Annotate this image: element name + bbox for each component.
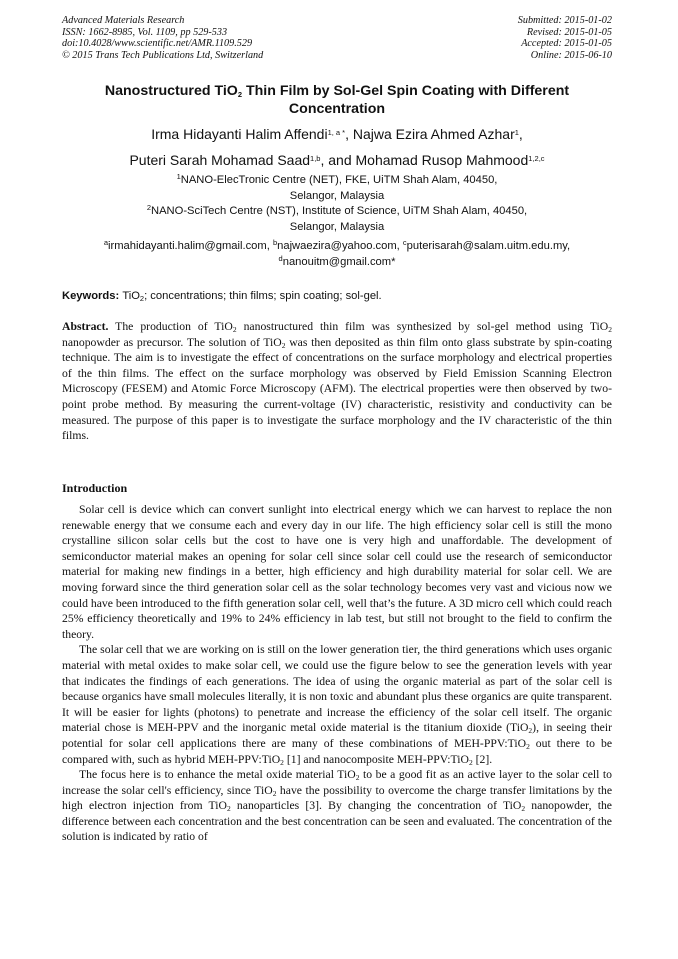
affiliation-text: NANO-ElecTronic Centre (NET), FKE, UiTM Shah Alam, 40450, — [180, 174, 498, 186]
abstract-subscript: 2 — [232, 325, 237, 334]
affiliation-2 — [62, 204, 612, 220]
journal-name: Advanced Materials Research — [62, 15, 185, 26]
author-name: Irma Hidayanti Halim Affendi — [151, 126, 328, 142]
section-heading-introduction: Introduction — [62, 481, 128, 495]
email-mark: c — [402, 238, 407, 247]
paragraph-text: to be a good fit as an active layer to the solar cell to increase the solar cell's efficiency, since TiO — [62, 768, 612, 797]
email-mark: b — [272, 238, 278, 247]
abstract-text: was then deposited as thin film onto glass substrate by spin-coating technique. The aim is to investigate the effect of concentrations on the surface morphology and electrical properties of the thin films. The effect on the surface morphology was observed by Field Emission Scanning Electron Microscopy (FESEM) and Atomic Force Microscopy (AFM). The electrical properties were then observed by two-point probe method. By measuring the current-voltage (IV) characteristic, resistivity and conductivity can be measured. The purpose of this paper is to investigate the surface morphology and the IV characteristic of the thin films. — [62, 335, 612, 443]
paragraph-subscript: 2 — [280, 757, 284, 767]
paragraph — [62, 767, 612, 845]
abstract-text: nanopowder as precursor. The solution of TiO — [62, 335, 282, 349]
journal-info — [62, 15, 263, 61]
affiliations — [62, 173, 612, 235]
journal-copyright: © 2015 Trans Tech Publications Ltd, Switzerland — [62, 49, 264, 61]
title-text-rest: Thin Film by Sol-Gel Spin Coating with Different Concentration — [242, 83, 570, 117]
paragraph-subscript: 2 — [528, 726, 533, 736]
author-separator: , and — [320, 152, 356, 168]
paper-title — [62, 82, 612, 118]
journal-doi: doi:10.4028/www.scientific.net/AMR.1109.529 — [62, 38, 253, 50]
author-affiliation-mark: 1,2,c — [528, 154, 545, 163]
keywords-text: TiO — [122, 290, 140, 302]
email-mark: d — [278, 253, 283, 263]
author-affiliation-mark: 1,b — [310, 154, 321, 163]
title-subscript: 2 — [237, 90, 243, 99]
affiliation-2-location: Selangor, Malaysia — [289, 220, 385, 233]
paragraph-text: nanopowder, the difference between each concentration and the best concentration can be seen and evaluated. The concentration of the solution is indicated by ratio of — [62, 799, 612, 844]
affiliation-text: NANO-SciTech Centre (NST), Institute of Science, UiTM Shah Alam, 40450, — [151, 205, 528, 218]
paragraph-subscript: 2 — [526, 741, 530, 751]
affiliation-mark: 1 — [176, 172, 181, 181]
keywords-subscript: 2 — [139, 294, 145, 303]
paragraph-text: [2]. — [472, 752, 493, 766]
email-link[interactable]: nanouitm@gmail.com* — [282, 255, 396, 268]
author-separator: , — [345, 126, 353, 142]
email-link[interactable]: puterisarah@salam.uitm.edu.my, — [406, 240, 571, 252]
keywords-label: Keywords: — [62, 290, 123, 302]
paragraph-subscript: 2 — [521, 804, 526, 814]
introduction-body — [62, 502, 612, 845]
paragraph-text: out there to be compared with, such as hybrid MEH-PPV:TiO — [62, 736, 613, 766]
paragraph-text: The solar cell that we are working on is still on the lower generation tier, the third generations which uses organic material with metal oxides to make solar cell, we could use the figure below to see the generation levels with year that indicates the findings of each generations. The idea of using the organic material as part of the solar cell is because organics have small molecules literally, it is non toxic and abundant plus these organics are quite transparent. It will be easier for lights (photons) to penetrate and increase the efficiency of the solar cell itself. The organic material chose is MEH-PPV and the inorganic metal oxide material is the titanium dioxide (TiO — [62, 643, 612, 735]
abstract-label: Abstract. — [62, 320, 109, 333]
author-separator: , — [518, 126, 523, 142]
paragraph-subscript: 2 — [272, 788, 277, 798]
submission-dates — [518, 15, 612, 61]
paragraph-text: [1] and nanocomposite MEH-PPV:TiO — [283, 752, 469, 766]
author-affiliation-mark: 1, a * — [327, 128, 346, 137]
keywords — [62, 289, 612, 304]
submitted-date: Submitted: 2015-01-02 — [517, 15, 612, 26]
abstract-text: nanostructured thin film was synthesized by sol-gel method using TiO — [236, 320, 609, 333]
paragraph — [62, 642, 612, 767]
affiliation-1 — [62, 173, 612, 189]
email-link[interactable]: irmahidayanti.halim@gmail.com, — [108, 240, 273, 252]
paragraph-subscript: 2 — [468, 757, 473, 767]
title-text: Nanostructured TiO — [104, 83, 238, 99]
author-name: Mohamad Rusop Mahmood — [355, 152, 529, 168]
abstract — [62, 319, 612, 444]
paragraph-text: ), in seeing their potential for solar cell applications there are many of these combinations of MEH-PPV:TiO — [62, 721, 612, 750]
paragraph: Solar cell is device which can convert sunlight into electrical energy which we can harvest to replace the non renewable energy that we consume each and every day in our life. The high efficiency solar cell is still the mono crystalline silicon solar cells but the cost to have one is very high and unaffordable. The development of semiconductor material makes an opening for solar cell since solar cell could use the research of semiconductor material for making new findings in a better, high efficiency and high durability material for solar cell. We are moving forward since the third generation solar cell as the solar technology becomes very vast and vicious now we could have been introduced to the fifth generation solar cell, well that’s the future. A 3D micro cell which could reach 25% efficiency theoretically and 19% to 24% efficiency in lab test, but still not brought to the field to confirm the theory. — [62, 503, 612, 641]
paragraph-text: The focus here is to enhance the metal oxide material TiO — [79, 768, 356, 782]
abstract-subscript: 2 — [608, 325, 612, 334]
abstract-text: The production of TiO — [108, 320, 233, 333]
abstract-subscript: 2 — [281, 340, 286, 350]
paragraph-text: nanoparticles [3]. By changing the concentration of TiO — [230, 799, 522, 813]
author-name: Najwa Ezira Ahmed Azhar — [352, 126, 515, 142]
online-date: Online: 2015-06-10 — [530, 49, 612, 61]
affiliation-1-location: Selangor, Malaysia — [289, 189, 385, 202]
email-link[interactable]: najwaezira@yahoo.com, — [277, 240, 403, 252]
affiliation-mark: 2 — [146, 203, 151, 213]
email-mark: a — [103, 238, 109, 247]
accepted-date: Accepted: 2015-01-05 — [521, 38, 612, 50]
journal-issn: ISSN: 1662-8985, Vol. 1109, pp 529-533 — [62, 26, 228, 38]
keywords-text-rest: ; concentrations; thin films; spin coating; sol-gel. — [144, 290, 382, 302]
author-affiliation-mark: 1 — [514, 128, 519, 137]
author-list — [62, 121, 612, 173]
paragraph-text: have the possibility to overcome the charge transfer limitations by the high electron injection from TiO — [62, 783, 613, 813]
paragraph-subscript: 2 — [355, 773, 360, 783]
author-name: Puteri Sarah Mohamad Saad — [129, 152, 311, 168]
author-emails — [62, 239, 612, 270]
paragraph-subscript: 2 — [226, 804, 231, 814]
revised-date: Revised: 2015-01-05 — [526, 26, 612, 38]
